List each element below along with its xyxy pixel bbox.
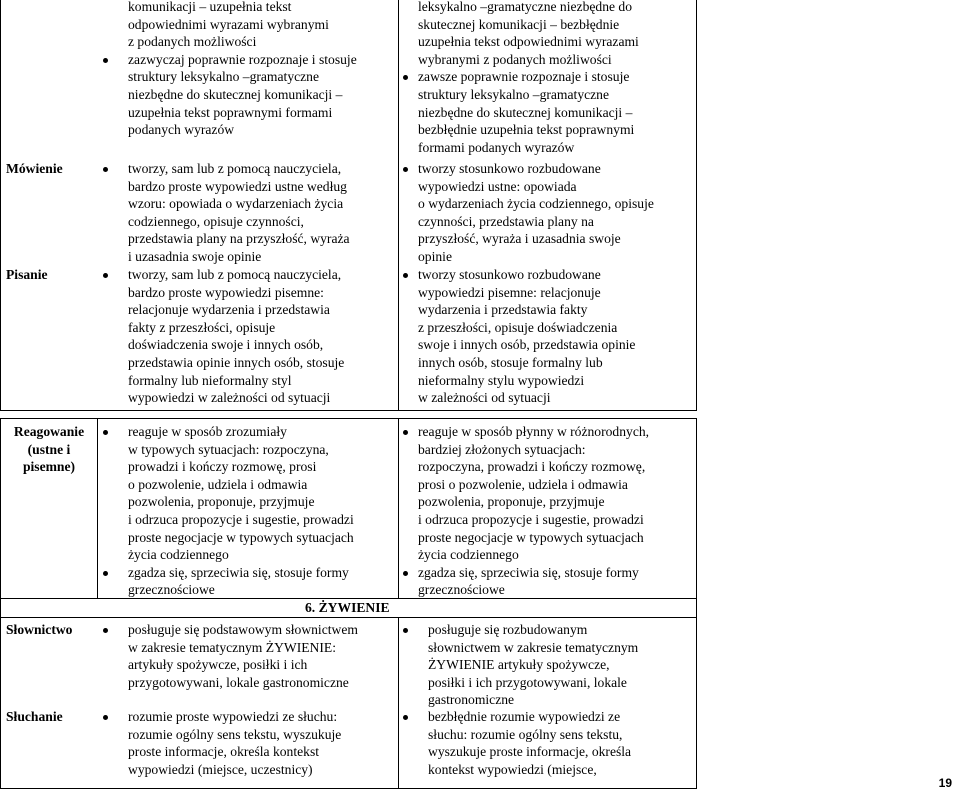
bullet-icon (103, 628, 108, 633)
cell-text (428, 621, 638, 709)
bullet-icon (403, 571, 408, 576)
cell-text (418, 266, 635, 407)
table-border-top (0, 418, 697, 419)
text-line: przygotowywani, lokale gastronomiczne (128, 674, 349, 690)
bullet-icon (403, 167, 408, 172)
text-line: swoje i innych osób, przedstawia opinie (418, 337, 636, 353)
cell-text (418, 0, 639, 68)
row-label (6, 266, 48, 284)
text-line: struktury leksykalno –gramatyczne (418, 86, 610, 102)
table-border-bottom (0, 410, 697, 411)
text-line: w zależności od sytuacji (418, 390, 551, 406)
row-label-line: Słuchanie (6, 709, 63, 724)
text-line: podanych wyrazów (128, 122, 235, 138)
text-line: opinie (418, 248, 452, 264)
text-line: skutecznej komunikacji – bezbłędnie (418, 16, 620, 32)
table-border-right (696, 0, 697, 410)
bullet-icon (103, 273, 108, 278)
text-line: ŻYWIENIE artykuły spożywcze, (428, 657, 610, 673)
bullet-icon (103, 715, 108, 720)
text-line: tworzy, sam lub z pomocą nauczyciela, (128, 267, 342, 282)
text-line: artykuły spożywcze, posiłki i ich (128, 657, 308, 673)
text-line: formami podanych wyrazów (418, 139, 575, 155)
row-label-line: (ustne i (27, 441, 71, 457)
text-line: doświadczenia swoje i innych osób, (128, 337, 324, 353)
cell-text (128, 708, 341, 778)
text-line: i odrzuca propozycje i sugestie, prowadzi (128, 511, 354, 527)
text-line: wzoru: opowiada o wydarzeniach życia (128, 196, 344, 212)
text-line: z podanych możliwości (128, 34, 257, 50)
text-line: rozpoczyna, prowadzi i kończy rozmowę, (418, 459, 646, 475)
text-line: proste negocjacje w typowych sytuacjach (128, 529, 354, 545)
row-label (6, 160, 63, 178)
table-border-middle (398, 617, 399, 788)
text-line: wyszukuje proste informacje, określa (428, 744, 632, 760)
section-heading: 6. ŻYWIENIE (305, 600, 390, 615)
cell-text (128, 423, 354, 564)
cell-text (428, 708, 631, 778)
text-line: niezbędne do skutecznej komunikacji – (128, 86, 343, 102)
text-line: przedstawia plany na przyszłość, wyraża (128, 231, 350, 247)
text-line: formalny lub nieformalny styl (128, 372, 292, 388)
text-line: wybranymi z podanych możliwości (418, 51, 612, 67)
table-border-middle (398, 0, 399, 410)
table-border-left (0, 0, 1, 410)
bullet-icon (103, 58, 108, 63)
text-line: bezbłędnie rozumie wypowiedzi ze (428, 709, 621, 724)
bullet-icon (403, 430, 408, 435)
text-line: słuchu: rozumie ogólny sens tekstu, (428, 726, 623, 742)
row-label-line: pisemne) (22, 459, 76, 475)
cell-text (128, 160, 350, 266)
table-border-right (696, 418, 697, 788)
text-line: rozumie proste wypowiedzi ze słuchu: (128, 709, 338, 724)
text-line: zgadza się, sprzeciwia się, stosuje formy (128, 564, 349, 580)
text-line: wypowiedzi (miejsce, uczestnicy) (128, 761, 313, 777)
text-line: fakty z przeszłości, opisuje (128, 319, 276, 335)
page-number: 19 (938, 776, 952, 790)
text-line: zazwyczaj poprawnie rozpoznaje i stosuje (128, 51, 357, 67)
text-line: tworzy stosunkowo rozbudowane (418, 161, 601, 176)
text-line: życia codziennego (418, 547, 519, 563)
text-line: pozwolenia, proponuje, przyjmuje (128, 494, 315, 510)
text-line: przedstawia opinie innych osób, stosuje (128, 354, 345, 370)
section-border-bottom (0, 617, 697, 618)
table-border-label (97, 418, 98, 598)
cell-text (128, 51, 357, 139)
text-line: uzupełnia tekst odpowiednimi wyrazami (418, 34, 639, 50)
text-line: pozwolenia, proponuje, przyjmuje (418, 494, 605, 510)
bullet-icon (403, 628, 408, 633)
text-line: codziennego, opisuje czynności, (128, 213, 304, 229)
text-line: posiłki i ich przygotowywani, lokale (428, 674, 627, 690)
text-line: grzecznościowe (418, 582, 505, 598)
text-line: wydarzenia i przedstawia fakty (418, 302, 588, 318)
cell-text (418, 68, 634, 156)
text-line: proste informacje, określa kontekst (128, 744, 320, 760)
text-line: reaguje w sposób zrozumiały (128, 424, 287, 439)
text-line: leksykalno –gramatyczne niezbędne do (418, 0, 633, 14)
text-line: o wydarzeniach życia codziennego, opisuje (418, 196, 654, 212)
text-line: relacjonuje wydarzenia i przedstawia (128, 302, 330, 318)
text-line: posługuje się podstawowym słownictwem (128, 622, 358, 637)
text-line: bardzo proste wypowiedzi ustne według (128, 178, 347, 194)
text-line: niezbędne do skutecznej komunikacji – (418, 104, 633, 120)
text-line: o pozwolenie, udziela i odmawia (128, 476, 308, 492)
text-line: nieformalny stylu wypowiedzi (418, 372, 585, 388)
text-line: kontekst wypowiedzi (miejsce, (428, 761, 597, 777)
text-line: bardzo proste wypowiedzi pisemne: (128, 284, 324, 300)
text-line: komunikacji – uzupełnia tekst (128, 0, 292, 14)
bullet-icon (103, 167, 108, 172)
bullet-icon (403, 715, 408, 720)
text-line: gastronomiczne (428, 692, 515, 708)
text-line: życia codziennego (128, 547, 229, 563)
row-label-line: Słownictwo (6, 622, 73, 637)
bullet-icon (103, 430, 108, 435)
cell-text (128, 266, 344, 407)
bullet-icon (103, 571, 108, 576)
text-line: bezbłędnie uzupełnia tekst poprawnymi (418, 122, 635, 138)
table-border-bottom (0, 788, 697, 789)
text-line: prowadzi i kończy rozmowę, prosi (128, 459, 317, 475)
cell-text (128, 0, 329, 51)
text-line: innych osób, stosuje formalny lub (418, 354, 603, 370)
text-line: i uzasadnia swoje opinie (128, 248, 262, 264)
text-line: czynności, przedstawia plany na (418, 213, 594, 229)
text-line: posługuje się rozbudowanym (428, 622, 588, 637)
text-line: z przeszłości, opisuje doświadczenia (418, 319, 618, 335)
text-line: reaguje w sposób płynny w różnorodnych, (418, 424, 650, 439)
bullet-icon (403, 75, 408, 80)
text-line: odpowiednimi wyrazami wybranymi (128, 16, 329, 32)
text-line: bardziej złożonych sytuacjach: (418, 441, 586, 457)
text-line: tworzy stosunkowo rozbudowane (418, 267, 601, 282)
text-line: zawsze poprawnie rozpoznaje i stosuje (418, 69, 630, 85)
text-line: rozumie ogólny sens tekstu, wyszukuje (128, 726, 342, 742)
row-label (6, 708, 63, 726)
bullet-icon (403, 273, 408, 278)
text-line: i odrzuca propozycje i sugestie, prowadzi (418, 511, 644, 527)
row-label (6, 621, 72, 639)
cell-text (128, 564, 349, 599)
text-line: tworzy, sam lub z pomocą nauczyciela, (128, 161, 342, 176)
text-line: zgadza się, sprzeciwia się, stosuje formy (418, 564, 639, 580)
text-line: przyszłość, wyraża i uzasadnia swoje (418, 231, 621, 247)
text-line: wypowiedzi w zależności od sytuacji (128, 390, 331, 406)
cell-text (418, 160, 654, 266)
cell-text (128, 621, 358, 691)
text-line: prosi o pozwolenie, udziela i odmawia (418, 476, 628, 492)
text-line: w zakresie tematycznym ŻYWIENIE: (128, 639, 336, 655)
row-label-line: Reagowanie (13, 424, 85, 439)
table-border-left (0, 418, 1, 788)
text-line: uzupełnia tekst poprawnymi formami (128, 104, 333, 120)
text-line: grzecznościowe (128, 582, 215, 598)
row-label-line: Mówienie (6, 161, 63, 176)
text-line: proste negocjacje w typowych sytuacjach (418, 529, 644, 545)
text-line: w typowych sytuacjach: rozpoczyna, (128, 441, 329, 457)
row-label-line: Pisanie (6, 267, 48, 282)
text-line: słownictwem w zakresie tematycznym (428, 639, 639, 655)
cell-text (418, 564, 639, 599)
text-line: wypowiedzi pisemne: relacjonuje (418, 284, 601, 300)
cell-text (418, 423, 649, 564)
table-border-middle (398, 418, 399, 598)
text-line: struktury leksykalno –gramatyczne (128, 69, 320, 85)
text-line: wypowiedzi ustne: opowiada (418, 178, 577, 194)
row-label (4, 423, 94, 476)
